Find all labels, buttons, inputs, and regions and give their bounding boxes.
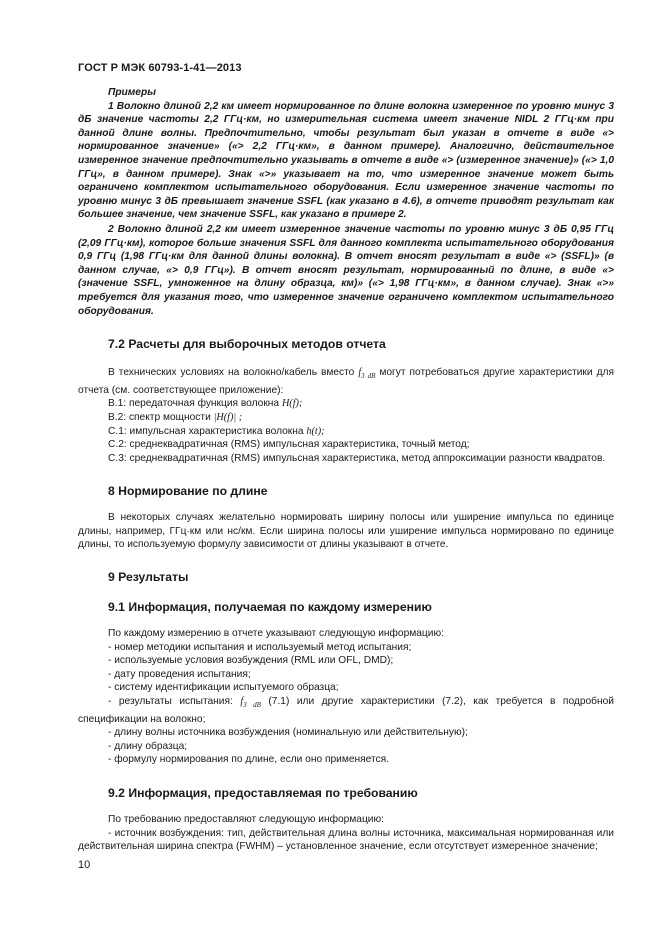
- list-item-b1: B.1: передаточная функция волокна H(f);: [108, 398, 303, 410]
- section-9-1-title: 9.1 Информация, получаемая по каждому измерению: [108, 600, 432, 615]
- list-item-c2: C.2: среднеквадратичная (RMS) импульсная характеристика, точный метод;: [108, 439, 470, 451]
- section-8-title: 8 Нормирование по длине: [108, 484, 268, 499]
- f3db-symbol: $f_{3 dB}$: [240, 696, 261, 710]
- list-item-results: - результаты испытания: $f_{3 dB}$ (7.1) или другие характеристики (7.2), как требуется в подробной спецификации на волокно;: [78, 696, 614, 725]
- example-2: 2 Волокно длиной 2,2 км имеет измеренное значение частоты по уровню минус 3 дБ 0,95 ГГц (2,09 ГГц·км), которое больше значения SSFL для данного комплекта испытательного оборудования 0,9 ГГц (1,98 ГГц·км для данной длины волокна). В отчет вносят результат в виде «> (SSFL)» (в данном случае, «> 0,9 ГГц»). В отчет вносят результат, нормированный по длине, в виде «> (значение SSFL, умноженное на длину образца, км)» («> 1,98 ГГц·км», в данном случае). Знак «>» требуется для указания того, что измеренное значение ограничено комплектом испытательного оборудования.: [78, 223, 614, 317]
- list-item-c3: C.3: среднеквадратичная (RMS) импульсная характеристика, метод аппроксимации разности квадратов.: [108, 452, 606, 464]
- section-9-1-intro: По каждому измерению в отчете указывают следующую информацию:: [108, 628, 444, 640]
- page-content: [78, 86, 614, 854]
- list-item: - длину образца;: [108, 740, 188, 752]
- section-7-2-intro: В технических условиях на волокно/кабель вместо $f_{3 dB}$ могут потребоваться другие характеристики для отчета (см. соответствующее приложение):: [78, 367, 614, 396]
- page-number: 10: [78, 859, 91, 871]
- section-7-2-title: 7.2 Расчеты для выборочных методов отчета: [108, 337, 386, 352]
- list-item: - длину волны источника возбуждения (номинальную или действительную);: [108, 727, 468, 739]
- examples-title: Примеры: [108, 87, 156, 98]
- list-item: - номер методики испытания и используемый метод испытания;: [108, 641, 412, 653]
- list-item-c1: C.1: импульсная характеристика волокна h(t);: [108, 425, 325, 437]
- example-1: 1 Волокно длиной 2,2 км имеет нормированное по длине волокна измеренное по уровню минус 3 дБ значение частоты 2,2 ГГц·км, но измерительная система имеет значение NIDL 2 ГГц·км при данной длине волны. Предпочтительно, чтобы результат был указан в отчете в виде «> нормированное значение» («> 2,2 ГГц·км», в данном примере). Аналогично, действительное измеренное значение предпочтительно указывать в отчете в виде «> (измеренное значение)» («> 1,0 ГГц», в данном примере). Знак «>» указывает на то, что измеренное значение может быть ограничено комплектом испытательного оборудования. Если измеренное значение частоты по уровню минус 3 дБ превышает значение SSFL (как указано в 4.6), в отчете приводят результат как большее значение, чем значение SSFL, как указано в примере 2.: [78, 100, 614, 221]
- list-item: - используемые условия возбуждения (RML или OFL, DMD);: [108, 655, 394, 667]
- list-item: - источник возбуждения: тип, действительная длина волны источника, максимальная нормированная или действительная ширина спектра (FWHM) – установленное значение, если отсутствует измеренное значение;: [78, 827, 614, 853]
- section-9-2-intro: По требованию предоставляют следующую информацию:: [108, 814, 384, 826]
- f3db-symbol: $f_{3 dB}$: [358, 367, 376, 381]
- list-item: - формулу нормирования по длине, если оно применяется.: [108, 754, 389, 766]
- document-header: ГОСТ Р МЭК 60793-1-41—2013: [78, 62, 242, 74]
- list-item: - дату проведения испытания;: [108, 668, 251, 680]
- list-item: - систему идентификации испытуемого образца;: [108, 682, 339, 694]
- section-8-text: В некоторых случаях желательно нормировать ширину полосы или уширение импульса по единице длины, например, ГГц·км или нс/км. Если ширина полосы или уширение импульса нормировано по единице длины, то используемую формулу зависимости от длины указывают в отчете.: [78, 512, 614, 551]
- list-item-b2: B.2: спектр мощности |H(f)| ;: [108, 411, 243, 423]
- section-9-2-title: 9.2 Информация, предоставляемая по требованию: [108, 786, 418, 801]
- section-9-title: 9 Результаты: [108, 570, 189, 585]
